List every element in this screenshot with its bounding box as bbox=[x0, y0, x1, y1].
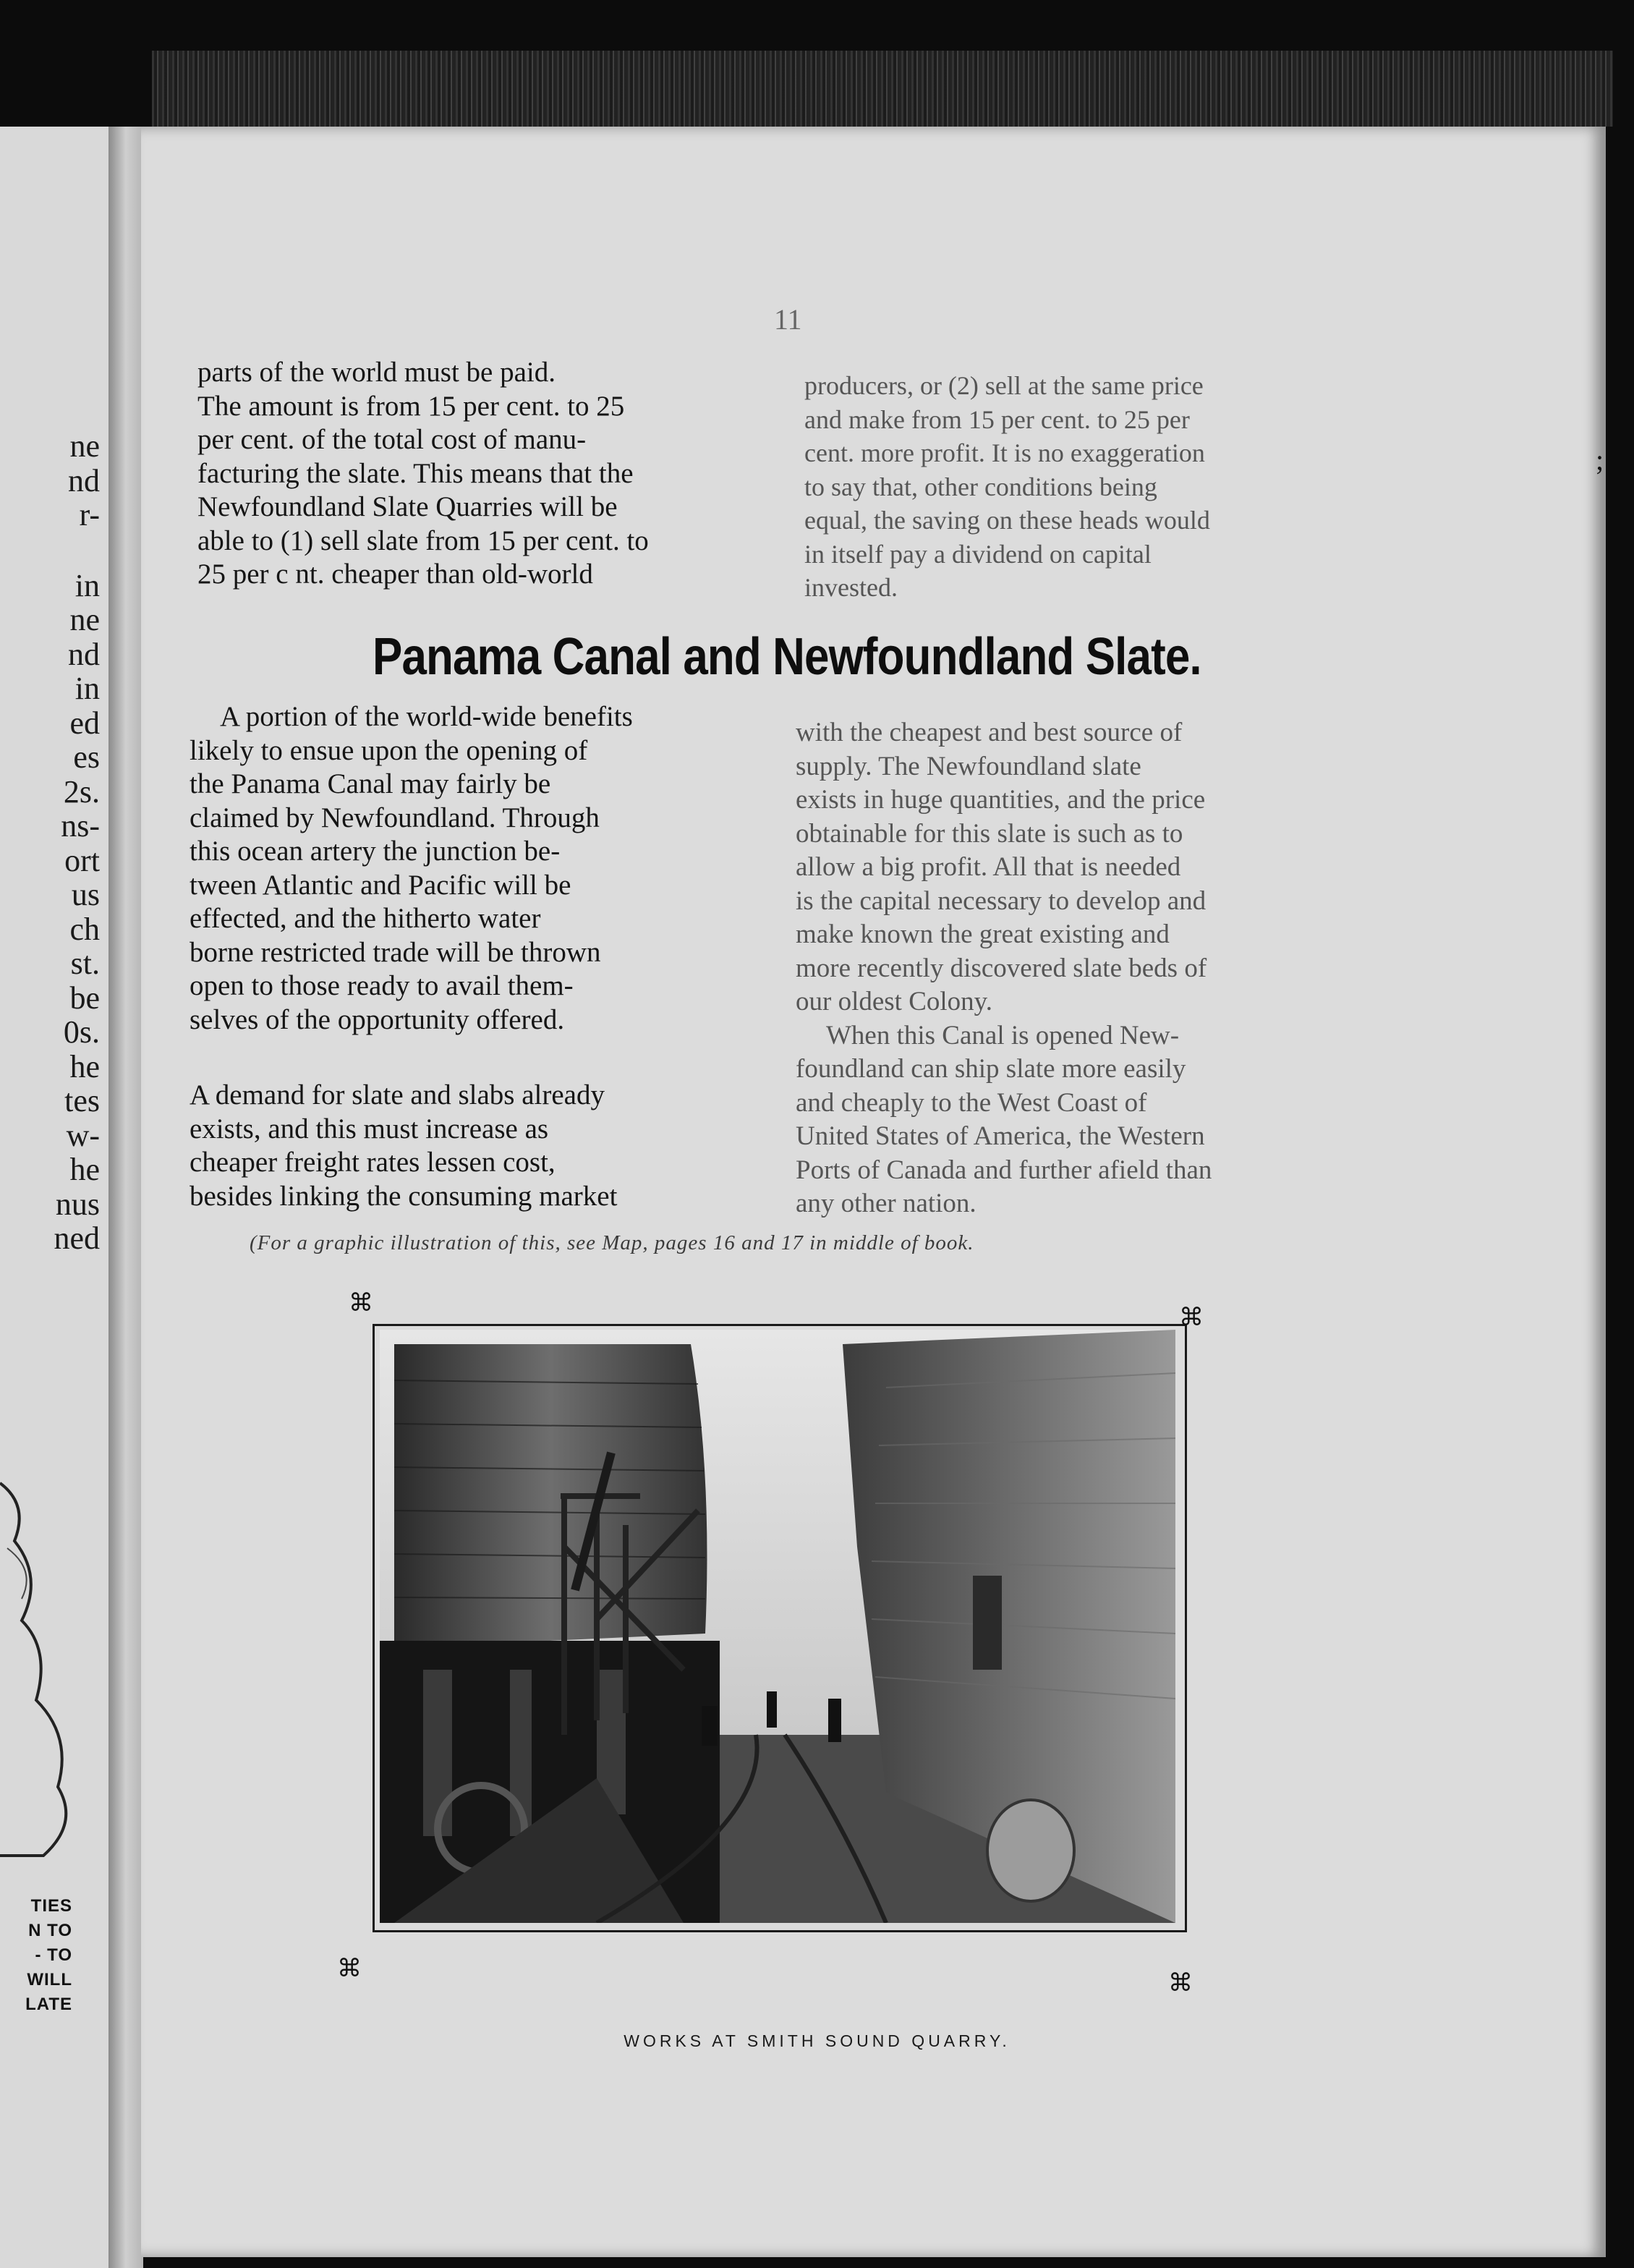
facing-page-text-fragment: ed bbox=[69, 705, 100, 741]
text-line: any other nation. bbox=[796, 1189, 976, 1218]
text-line: A portion of the world-wide benefits bbox=[220, 701, 633, 732]
text-line: tween Atlantic and Pacific will be bbox=[190, 869, 571, 901]
scan-edge-strip bbox=[152, 51, 1613, 127]
page-number: 11 bbox=[774, 303, 802, 336]
corner-ornament-icon: ⌘ bbox=[1179, 1304, 1204, 1331]
facing-page-text-fragment: nus bbox=[55, 1186, 100, 1222]
text-line: Newfoundland Slate Quarries will be bbox=[197, 491, 618, 522]
facing-page-text-fragment: he bbox=[69, 1048, 100, 1084]
text-line: allow a big profit. All that is needed bbox=[796, 852, 1181, 882]
map-fragment-icon bbox=[0, 1461, 87, 1866]
top-right-column bbox=[804, 369, 1376, 605]
text-line: with the cheapest and best source of bbox=[796, 718, 1183, 747]
quarry-works-photo-icon bbox=[380, 1330, 1175, 1923]
text-line: supply. The Newfoundland slate bbox=[796, 751, 1141, 781]
facing-page-text-fragment: us bbox=[71, 877, 100, 912]
facing-page-text-fragment: es bbox=[73, 739, 100, 775]
text-line: A demand for slate and slabs already bbox=[190, 1079, 605, 1110]
facing-page-text-fragment: be bbox=[69, 980, 100, 1016]
article-left-column bbox=[190, 700, 768, 1213]
text-line: and make from 15 per cent. to 25 per bbox=[804, 404, 1190, 434]
text-line: producers, or (2) sell at the same price bbox=[804, 371, 1204, 400]
facing-page-text-fragment: 2s. bbox=[63, 773, 100, 810]
facing-page-text-fragment: ort bbox=[64, 842, 100, 878]
text-line: United States of America, the Western bbox=[796, 1121, 1205, 1151]
facing-page-caps-line: WILL bbox=[27, 1970, 72, 1989]
facing-page-text-fragment: ns- bbox=[61, 808, 100, 844]
article-right-column bbox=[796, 716, 1374, 1221]
article-headline: Panama Canal and Newfoundland Slate. bbox=[373, 628, 1201, 686]
facing-page-text-fragment: tes bbox=[64, 1083, 100, 1118]
text-line: invested. bbox=[804, 573, 898, 602]
text-line: more recently discovered slate beds of bbox=[796, 953, 1207, 983]
text-line: parts of the world must be paid. bbox=[197, 357, 556, 388]
text-line: open to those ready to avail them- bbox=[190, 970, 574, 1001]
text-line: effected, and the hitherto water bbox=[190, 903, 541, 934]
text-line: per cent. of the total cost of manu- bbox=[197, 424, 587, 455]
facing-page-caps-text bbox=[0, 1894, 72, 2017]
facing-page-text-fragment: he bbox=[69, 1152, 100, 1187]
text-line: claimed by Newfoundland. Through bbox=[190, 802, 600, 833]
facing-page-text-fragment: ch bbox=[69, 911, 100, 947]
photo-caption: WORKS AT SMITH SOUND QUARRY. bbox=[624, 2031, 1010, 2050]
footnote: (For a graphic illustration of this, see Map, pages 16 and 17 in middle of book. bbox=[250, 1231, 974, 1254]
facing-page-text-fragment: nd bbox=[68, 636, 100, 672]
text-line: in itself pay a dividend on capital bbox=[804, 539, 1152, 569]
facing-page-text-fragment: st. bbox=[70, 946, 100, 981]
corner-ornament-icon: ⌘ bbox=[337, 1955, 362, 1982]
corner-ornament-icon: ⌘ bbox=[1168, 1970, 1193, 1997]
text-line: cent. more profit. It is no exaggeration bbox=[804, 438, 1205, 467]
text-line: foundland can ship slate more easily bbox=[796, 1054, 1186, 1084]
corner-ornament-icon: ⌘ bbox=[349, 1290, 373, 1317]
facing-page-text-fragment: w- bbox=[66, 1117, 100, 1153]
facing-page-text-fragment: in bbox=[75, 671, 100, 706]
text-line: obtainable for this slate is such as to bbox=[796, 818, 1183, 849]
text-line: 25 per c nt. cheaper than old-world bbox=[197, 558, 593, 590]
facing-page-text-fragment: r- bbox=[79, 497, 100, 532]
text-line: this ocean artery the junction be- bbox=[190, 836, 561, 867]
facing-page-text-fragment: ne bbox=[69, 602, 100, 637]
text-line: Ports of Canada and further afield than bbox=[796, 1155, 1212, 1185]
text-line: exists in huge quantities, and the price bbox=[796, 785, 1206, 815]
text-line: cheaper freight rates lessen cost, bbox=[190, 1147, 556, 1178]
facing-page-caps-line: TIES bbox=[30, 1896, 72, 1916]
text-line: The amount is from 15 per cent. to 25 bbox=[197, 390, 625, 422]
facing-page-text-fragment: 0s. bbox=[63, 1014, 100, 1050]
text-line: facturing the slate. This means that the bbox=[197, 457, 634, 489]
facing-page-text-fragment: in bbox=[75, 567, 100, 603]
text-line: our oldest Colony. bbox=[796, 987, 993, 1016]
margin-mark: ; bbox=[1596, 443, 1604, 476]
book-gutter bbox=[108, 127, 143, 2268]
facing-page-text-fragment: ned bbox=[54, 1220, 100, 1256]
text-line: able to (1) sell slate from 15 per cent. to bbox=[197, 524, 649, 556]
text-line: selves of the opportunity offered. bbox=[190, 1003, 565, 1035]
facing-page-caps-line: N TO bbox=[28, 1921, 72, 1940]
text-line: make known the great existing and bbox=[796, 919, 1170, 949]
facing-page-text-fragment: ne bbox=[69, 428, 100, 464]
text-line: likely to ensue upon the opening of bbox=[190, 734, 588, 766]
text-line: equal, the saving on these heads would bbox=[804, 506, 1210, 535]
text-line: and cheaply to the West Coast of bbox=[796, 1087, 1147, 1118]
top-left-column bbox=[197, 356, 776, 592]
text-line: besides linking the consuming market bbox=[190, 1180, 618, 1212]
facing-page-caps-line: LATE bbox=[25, 1995, 72, 2014]
text-line: exists, and this must increase as bbox=[190, 1113, 549, 1144]
text-line: borne restricted trade will be thrown bbox=[190, 936, 601, 968]
text-line: is the capital necessary to develop and bbox=[796, 885, 1207, 916]
text-line: the Panama Canal may fairly be bbox=[190, 768, 551, 799]
facing-page-caps-line: - TO bbox=[35, 1945, 72, 1965]
text-line: to say that, other conditions being bbox=[804, 472, 1157, 501]
facing-page-text-fragment: nd bbox=[68, 462, 100, 498]
text-line: When this Canal is opened New- bbox=[826, 1020, 1180, 1050]
